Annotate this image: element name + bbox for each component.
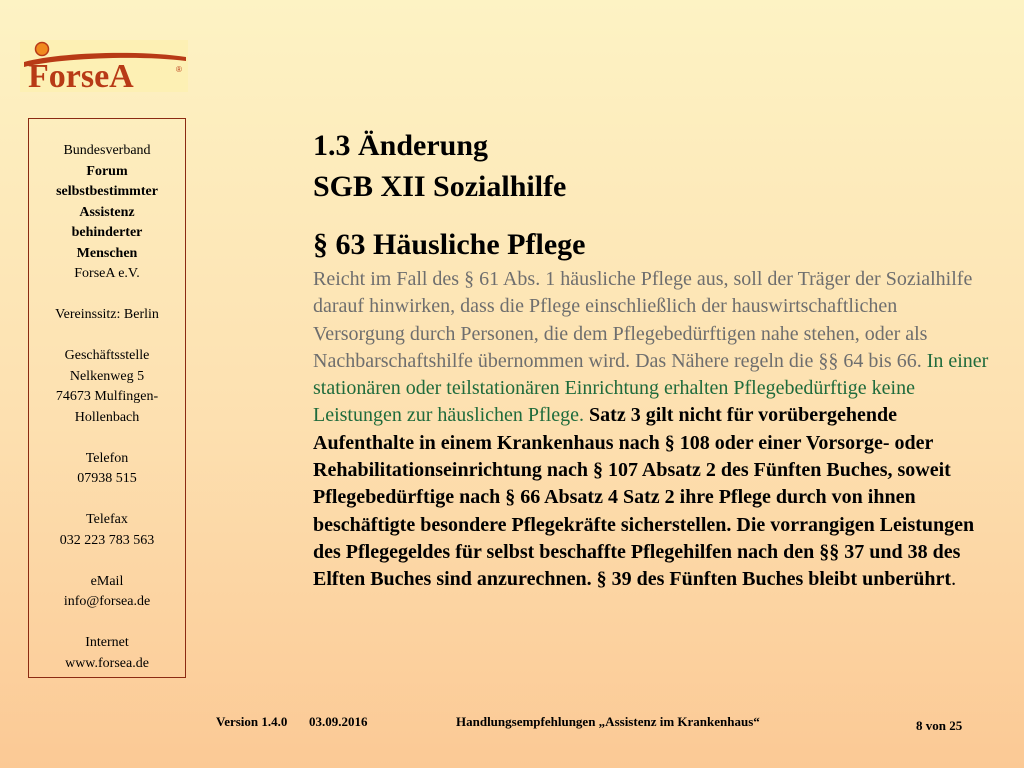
email-label: eMail: [90, 573, 124, 589]
org-name-line: Menschen: [76, 245, 138, 261]
org-name-line: selbstbestimmter: [56, 184, 158, 199]
org-name-line: behinderter: [71, 225, 143, 240]
footer-date: 03.09.2016: [309, 714, 368, 729]
street-text: Nelkenweg 5: [69, 368, 145, 384]
contact-sidebar: [28, 118, 186, 678]
registered-mark: ®: [176, 65, 182, 74]
page-title: [313, 125, 566, 207]
section-body: [313, 266, 993, 594]
city-text: 74673 Mulfingen-: [55, 389, 159, 404]
page-number: 8 von 25: [916, 718, 963, 733]
title-line: SGB XII Sozialhilfe: [313, 170, 567, 203]
office-label: Geschäftsstelle: [64, 348, 150, 363]
body-green-text: In einer stationären oder teilstationären Einrichtung erhalten Pflegebedürftige keine Leistungen zur häuslichen Pflege.: [313, 349, 989, 427]
seat-text: Vereinssitz: Berlin: [55, 307, 159, 322]
fax-number: 032 223 783 563: [59, 532, 155, 548]
section-heading: § 63 Häusliche Pflege: [313, 228, 586, 261]
title-line: 1.3 Änderung: [313, 129, 489, 162]
phone-number: 07938 515: [77, 471, 137, 486]
city-text: Hollenbach: [74, 409, 140, 425]
forsea-logo: [20, 40, 188, 92]
fax-label: Telefax: [86, 512, 128, 527]
web-label: Internet: [85, 635, 129, 650]
footer-version: Version 1.4.0: [216, 714, 288, 729]
org-short-name: ForseA e.V.: [74, 266, 140, 281]
org-name-line: Forum: [86, 163, 128, 179]
org-line: Bundesverband: [63, 143, 151, 158]
logo-wordmark: ForseA: [28, 58, 134, 92]
org-name-line: Assistenz: [79, 204, 135, 220]
web-address[interactable]: www.forsea.de: [65, 655, 149, 671]
body-end-char: .: [951, 568, 957, 591]
footer-doc-title: Handlungsempfehlungen „Assistenz im Krankenhaus“: [456, 714, 760, 729]
body-bold-text: Satz 3 gilt nicht für vorübergehende Aufenthalte in einem Krankenhaus nach § 108 oder einer Vorsorge- oder Rehabilitationseinrichtung nach § 107 Absatz 2 des Fünften Buches, soweit Pflegebedürftige nach § 66 Absatz 4 Satz 2 ihre Pflege durch von ihnen beschäftigte besondere Pflegekräfte sicherstellen. Die vorrangigen Leistungen des Pflegegeldes für selbst beschaffte Pflegehilfen nach den §§ 37 und 38 des Elften Buches sind anzurechnen. § 39 des Fünften Buches bleibt unberührt: [313, 404, 975, 591]
phone-label: Telefon: [85, 450, 129, 466]
email-address[interactable]: info@forsea.de: [63, 594, 151, 609]
body-grey-text: Reicht im Fall des § 61 Abs. 1 häusliche Pflege aus, soll der Träger der Sozialhilfe darauf hinwirken, dass die Pflege einschließlich der hauswirtschaftlichen Versorgung durch Personen, die dem Pflegebedürftigen nahe stehen, oder als Nachbarschaftshilfe übernommen wird. Das Nähere regeln die §§ 64 bis 66.: [313, 268, 973, 372]
